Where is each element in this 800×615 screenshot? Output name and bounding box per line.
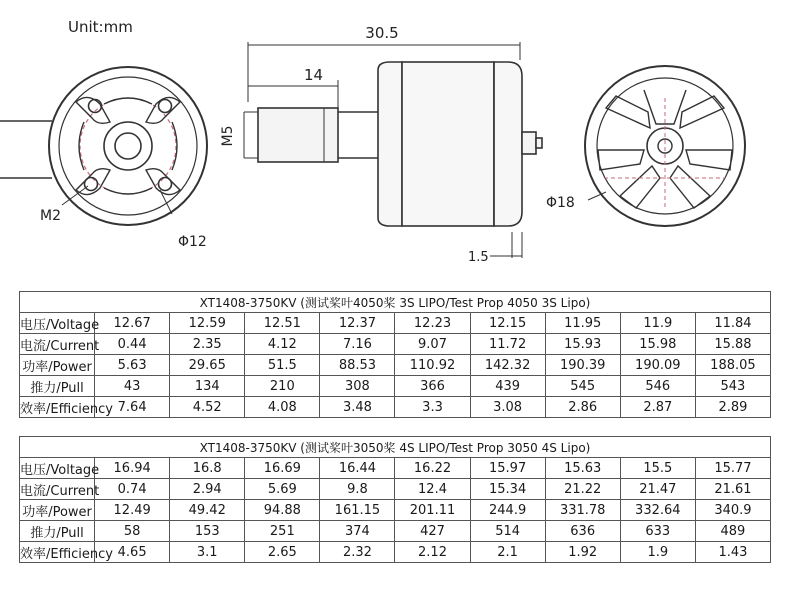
- table-cell: 1.9: [620, 542, 695, 563]
- table-row: [20, 355, 771, 376]
- row-label: 电压/Voltage: [20, 313, 95, 334]
- tail-length-label: 1.5: [468, 250, 489, 265]
- table-row: [20, 479, 771, 500]
- table-cell: 16.94: [95, 458, 170, 479]
- table-cell: 489: [695, 521, 770, 542]
- front-view: [0, 67, 207, 225]
- table-title-row: [20, 437, 771, 458]
- table-cell: 2.32: [320, 542, 395, 563]
- table-cell: 2.86: [545, 397, 620, 418]
- table-cell: 427: [395, 521, 470, 542]
- row-label: 推力/Pull: [20, 521, 95, 542]
- table-row: [20, 542, 771, 563]
- table-cell: 161.15: [320, 500, 395, 521]
- table-cell: 2.12: [395, 542, 470, 563]
- table-cell: 16.69: [245, 458, 320, 479]
- table-row: [20, 313, 771, 334]
- table-cell: 374: [320, 521, 395, 542]
- table-cell: 546: [620, 376, 695, 397]
- unit-label: Unit:mm: [68, 18, 133, 36]
- table-cell: 439: [470, 376, 545, 397]
- table-cell: 110.92: [395, 355, 470, 376]
- table-cell: 12.59: [170, 313, 245, 334]
- table-row: [20, 376, 771, 397]
- table-cell: 142.32: [470, 355, 545, 376]
- table-cell: 308: [320, 376, 395, 397]
- table-cell: 88.53: [320, 355, 395, 376]
- table-cell: 2.89: [695, 397, 770, 418]
- table-cell: 4.12: [245, 334, 320, 355]
- table-cell: 16.44: [320, 458, 395, 479]
- table-cell: 153: [170, 521, 245, 542]
- table-cell: 12.23: [395, 313, 470, 334]
- table-cell: 12.15: [470, 313, 545, 334]
- table-cell: 190.09: [620, 355, 695, 376]
- table-cell: 15.88: [695, 334, 770, 355]
- performance-table-3s: [19, 291, 771, 418]
- row-label: 功率/Power: [20, 355, 95, 376]
- table-cell: 16.22: [395, 458, 470, 479]
- row-label: 效率/Efficiency: [20, 542, 95, 563]
- table-cell: 251: [245, 521, 320, 542]
- row-label: 电压/Voltage: [20, 458, 95, 479]
- side-view: [244, 42, 542, 258]
- table-cell: 11.84: [695, 313, 770, 334]
- motor-diameter-label: Φ18: [546, 195, 575, 211]
- table-cell: 5.63: [95, 355, 170, 376]
- table-cell: 2.35: [170, 334, 245, 355]
- table-title-row: [20, 292, 771, 313]
- table-cell: 29.65: [170, 355, 245, 376]
- table-cell: 2.94: [170, 479, 245, 500]
- table-cell: 2.1: [470, 542, 545, 563]
- table-cell: 2.87: [620, 397, 695, 418]
- row-label: 电流/Current: [20, 479, 95, 500]
- table-cell: 244.9: [470, 500, 545, 521]
- table-cell: 11.9: [620, 313, 695, 334]
- table-cell: 9.07: [395, 334, 470, 355]
- row-label: 功率/Power: [20, 500, 95, 521]
- table-cell: 21.22: [545, 479, 620, 500]
- table-cell: 2.65: [245, 542, 320, 563]
- table-cell: 633: [620, 521, 695, 542]
- shaft-diameter-label: M5: [220, 125, 236, 147]
- shaft-length-label: 14: [304, 66, 324, 84]
- table-cell: 190.39: [545, 355, 620, 376]
- table-cell: 366: [395, 376, 470, 397]
- table-cell: 7.16: [320, 334, 395, 355]
- table-cell: 12.37: [320, 313, 395, 334]
- table-cell: 15.98: [620, 334, 695, 355]
- row-label: 效率/Efficiency: [20, 397, 95, 418]
- rear-view: [585, 66, 745, 226]
- table-cell: 9.8: [320, 479, 395, 500]
- table-row: [20, 521, 771, 542]
- table-cell: 15.34: [470, 479, 545, 500]
- table-cell: 134: [170, 376, 245, 397]
- table-cell: 4.08: [245, 397, 320, 418]
- table-cell: 15.63: [545, 458, 620, 479]
- table-cell: 11.95: [545, 313, 620, 334]
- table-cell: 51.5: [245, 355, 320, 376]
- motor-dimension-drawing: [0, 0, 800, 280]
- table-cell: 58: [95, 521, 170, 542]
- table-cell: 514: [470, 521, 545, 542]
- table-cell: 5.69: [245, 479, 320, 500]
- table-cell: 15.5: [620, 458, 695, 479]
- table-cell: 4.52: [170, 397, 245, 418]
- table-cell: 12.67: [95, 313, 170, 334]
- table-cell: 210: [245, 376, 320, 397]
- table-cell: 12.49: [95, 500, 170, 521]
- table-cell: 3.1: [170, 542, 245, 563]
- table-row: [20, 397, 771, 418]
- table-title: XT1408-3750KV (测试桨叶4050桨 3S LIPO/Test Prop 4050 3S Lipo): [20, 292, 771, 313]
- table-cell: 3.48: [320, 397, 395, 418]
- table-cell: 43: [95, 376, 170, 397]
- table-cell: 15.97: [470, 458, 545, 479]
- table-cell: 0.44: [95, 334, 170, 355]
- table-cell: 4.65: [95, 542, 170, 563]
- performance-table-4s: [19, 436, 771, 563]
- table-cell: 188.05: [695, 355, 770, 376]
- total-length-label: 30.5: [365, 24, 399, 42]
- mount-circle-label: Φ12: [178, 234, 207, 250]
- table-row: [20, 500, 771, 521]
- table-cell: 3.3: [395, 397, 470, 418]
- table-cell: 331.78: [545, 500, 620, 521]
- table-cell: 16.8: [170, 458, 245, 479]
- table-cell: 12.4: [395, 479, 470, 500]
- mount-screw-label: M2: [40, 208, 61, 224]
- table-cell: 15.93: [545, 334, 620, 355]
- table-cell: 12.51: [245, 313, 320, 334]
- table-cell: 332.64: [620, 500, 695, 521]
- row-label: 推力/Pull: [20, 376, 95, 397]
- table-cell: 94.88: [245, 500, 320, 521]
- table-title: XT1408-3750KV (测试桨叶3050桨 4S LIPO/Test Prop 3050 4S Lipo): [20, 437, 771, 458]
- table-row: [20, 334, 771, 355]
- table-cell: 1.92: [545, 542, 620, 563]
- table-cell: 49.42: [170, 500, 245, 521]
- table-cell: 15.77: [695, 458, 770, 479]
- table-cell: 21.61: [695, 479, 770, 500]
- table-cell: 1.43: [695, 542, 770, 563]
- table-cell: 21.47: [620, 479, 695, 500]
- row-label: 电流/Current: [20, 334, 95, 355]
- table-cell: 340.9: [695, 500, 770, 521]
- table-cell: 3.08: [470, 397, 545, 418]
- table-cell: 7.64: [95, 397, 170, 418]
- table-cell: 11.72: [470, 334, 545, 355]
- table-row: [20, 458, 771, 479]
- table-cell: 545: [545, 376, 620, 397]
- table-cell: 543: [695, 376, 770, 397]
- table-cell: 0.74: [95, 479, 170, 500]
- table-cell: 201.11: [395, 500, 470, 521]
- table-cell: 636: [545, 521, 620, 542]
